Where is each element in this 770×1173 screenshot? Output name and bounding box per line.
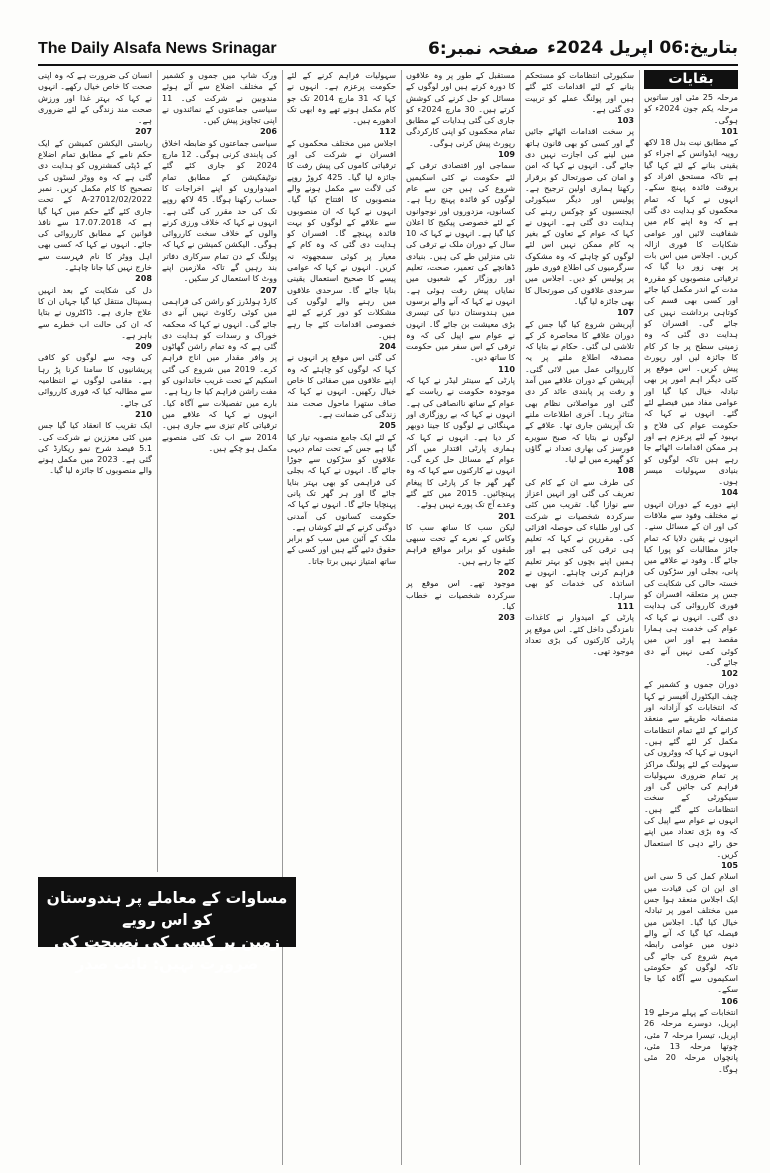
article-number: 103	[617, 115, 634, 126]
column-1	[644, 92, 738, 1165]
article-number: 210	[135, 408, 152, 419]
masthead	[38, 38, 738, 66]
column-4	[287, 70, 396, 1165]
article-number: 111	[617, 600, 634, 611]
article-text: پارٹی کے امیدوار نے کاغذات نامزدگی داخل کئے۔ اس موقع پر پارٹی کارکنوں کی بڑی تعداد موجود تھی۔	[525, 612, 634, 657]
article-number: 107	[617, 307, 634, 318]
column-3	[406, 70, 515, 1165]
article-text: کے لئے ایک جامع منصوبہ تیار کیا گیا ہے جس کے تحت تمام دیہی علاقوں کو سڑکوں سے جوڑا جائے گا۔ انہوں نے کہا کہ بجلی کی فراہمی کو بھی بہتر بنایا جائے گا اور ہر گھر تک پانی پہنچایا جائے گا۔ انہوں نے کہا کہ حکومت کسانوں کی آمدنی دوگنی کرنے کے لئے کوشاں ہے۔	[287, 431, 396, 532]
article-text: انسان کی ضرورت ہے کہ وہ اپنی صحت کا خاص خیال رکھے۔ انہوں نے کہا کہ بہتر غذا اور ورزش صحت مند زندگی کے لئے ضروری ہے۔	[38, 70, 152, 126]
issue-date: بتاریخ:06 اپریل 2024ء	[547, 38, 738, 58]
article-text: سکیورٹی انتظامات کو مستحکم بنانے کے لئے اقدامات کئے گئے ہیں اور پولنگ عملے کو تربیت دی گئی ہے۔	[525, 70, 634, 114]
article-number: 104	[721, 487, 738, 498]
article-text: مستقبل کے طور پر وہ علاقوں کا دورہ کرتے ہیں اور لوگوں کے مسائل کو حل کرنے کی کوشش کرتے ہیں۔ 30 مارچ 2024ء کو جاری کی گئی ہدایات کے مطابق تمام محکموں کو اپنی کارکردگی رپورٹ پیش کرنی ہوگی۔	[406, 70, 515, 148]
article-text: اجلاس میں مختلف محکموں کے افسران نے شرکت کی اور ترقیاتی کاموں کی پیش رفت کا جائزہ لیا گیا۔ 425 کروڑ روپے کی لاگت سے مکمل ہونے والے منصوبوں کا افتتاح کیا گیا۔ انہوں نے کہا کہ ان منصوبوں سے علاقے کے لوگوں کو بہت فائدہ پہنچے گا۔ افسران کو ہدایت دی گئی کہ وہ کام کے معیار پر کوئی سمجھوتہ نہ کریں۔ انہوں نے کہا کہ عوامی پیسے کا صحیح استعمال یقینی بنایا جائے گا۔ سرحدی علاقوں میں رہنے والے لوگوں کی مشکلات کو دور کرنے کے لئے خصوصی اقدامات کئے جا رہے ہیں۔	[287, 137, 396, 340]
article-text: پر سخت اقدامات اٹھائے جائیں گے اور کسی کو بھی قانون ہاتھ میں لینے کی اجازت نہیں دی جائے گی۔ انہوں نے کہا کہ امن و امان کی صورتحال کو برقرار رکھنا ہماری اولین ترجیح ہے۔ پولیس اور دیگر سیکورٹی ایجنسیوں کو چوکس رہنے کی ہدایت دی گئی ہے۔ انہوں نے کہا کہ عوام کے تعاون کے بغیر یہ کام ممکن نہیں اس لئے لوگوں کو چاہئے کہ وہ مشکوک سرگرمیوں کی اطلاع فوری طور پر پولیس کو دیں۔ اجلاس میں سرحدی علاقوں کی صورتحال کا بھی جائزہ لیا گیا۔	[525, 126, 634, 306]
column-rule	[639, 70, 640, 1165]
article-number: 101	[721, 125, 738, 136]
page-number-label: صفحہ نمبر:6	[428, 39, 539, 59]
column-rule	[520, 70, 521, 1165]
article-number: 208	[135, 273, 152, 284]
article-number: 203	[498, 612, 515, 623]
article-text: کی گئی اس موقع پر انہوں نے کہا کہ لوگوں کو چاہئے کہ وہ اپنے علاقوں میں صفائی کا خاص خیال رکھیں۔ انہوں نے کہا کہ صاف ستھرا ماحول صحت مند زندگی کی ضمانت ہے۔	[287, 352, 396, 419]
article-number: 110	[498, 363, 515, 374]
article-number: 202	[498, 567, 515, 578]
article-number: 109	[498, 149, 515, 160]
column-6	[38, 70, 152, 872]
column-rule	[401, 70, 402, 1165]
article-text: لیکن سب کا ساتھ سب کا وکاس کے نعرے کے تحت سبھی طبقوں کو برابر مواقع فراہم کئے جا رہے ہیں۔	[406, 521, 515, 566]
article-text: پارٹی کے سینئر لیڈر نے کہا کہ موجودہ حکومت نے ریاست کے عوام کے ساتھ ناانصافی کی ہے۔ انہوں نے کہا کہ بے روزگاری اور مہنگائی نے لوگوں کا جینا دوبھر کر دیا ہے۔ انہوں نے کہا کہ ہماری پارٹی اقتدار میں آکر عوام کے مسائل حل کرے گی۔ انہوں نے کارکنوں سے کہا کہ وہ گھر گھر جا کر پارٹی کا پیغام پہنچائیں۔ 2015 میں کئے گئے وعدے آج تک پورے نہیں ہوئے۔	[406, 375, 515, 510]
section-title: بقایات	[644, 70, 738, 89]
article-number: 206	[260, 126, 277, 137]
column-rule	[282, 70, 283, 1165]
article-number: 207	[260, 284, 277, 295]
article-text: آپریشن شروع کیا گیا جس کے دوران علاقے کا محاصرہ کر کے تلاشی لی گئی۔ حکام نے بتایا کہ مصدقہ اطلاع ملنے پر یہ کارروائی عمل میں لائی گئی۔ آپریشن کے دوران علاقے میں آمد و رفت پر پابندی عائد کر دی گئی اور مواصلاتی نظام بھی متاثر رہا۔ آخری اطلاعات ملنے تک آپریشن جاری تھا۔ علاقے کے لوگوں نے بتایا کہ صبح سویرے فورسز کی بھاری تعداد نے گاؤں کو گھیرے میں لے لیا۔	[525, 318, 634, 465]
article-text: سہولیات فراہم کرنے کے لئے حکومت پرعزم ہے۔ انہوں نے کہا کہ 31 مارچ 2014 تک جو کام مکمل ہونے تھے وہ ابھی تک ادھورے ہیں۔	[287, 70, 396, 126]
column-2	[525, 70, 634, 1165]
article-text: دوران جموں و کشمیر کے چیف الیکٹورل آفیسر نے کہا کہ انتخابات کو آزادانہ اور منصفانہ طریقے سے منعقد کرانے کے لئے تمام انتظامات مکمل کر لئے گئے ہیں۔ انہوں نے کہا کہ ووٹروں کی سہولت کے لئے پولنگ مراکز پر تمام ضروری سہولیات فراہم کی جائیں گی اور سیکورٹی کے سخت انتظامات کئے گئے ہیں۔ انہوں نے عوام سے اپیل کی کہ وہ بڑی تعداد میں اپنے حق رائے دہی کا استعمال کریں۔	[644, 679, 738, 859]
headline-story	[38, 952, 277, 1165]
article-number: 106	[721, 995, 738, 1006]
article-text: ایک تقریب کا انعقاد کیا گیا جس میں کئی معززین نے شرکت کی۔ 5.1 فیصد شرح نمو ریکارڈ کی گئی ہے۔ 2023 میں مکمل ہونے والے منصوبوں کا جائزہ لیا گیا۔	[38, 420, 152, 476]
article-text: کی طرف سے ان کے کام کی تعریف کی گئی اور انہیں اعزاز سے نوازا گیا۔ تقریب میں کئی سرکردہ شخصیات نے شرکت کی اور طلباء کی حوصلہ افزائی کی۔ مقررین نے کہا کہ تعلیم ہی ترقی کی کنجی ہے اور ہمیں اپنے بچوں کو بہتر تعلیم فراہم کرنی چاہئے۔ انہوں نے اساتذہ کی خدمات کو بھی سراہا۔	[525, 476, 634, 600]
article-text: سماجی اور اقتصادی ترقی کے لئے حکومت نے کئی اسکیمیں شروع کی ہیں جن سے عام لوگوں کو فائدہ پہنچ رہا ہے۔ کسانوں، مزدوروں اور نوجوانوں کے لئے خصوصی پیکیج کا اعلان کیا گیا ہے۔ انہوں نے کہا کہ 10 سال کے دوران ملک نے ترقی کی نئی منزلیں طے کی ہیں۔ بنیادی ڈھانچے کی تعمیر، صحت، تعلیم اور روزگار کے شعبوں میں نمایاں پیش رفت ہوئی ہے۔ انہوں نے کہا کہ آنے والے برسوں میں ہندوستان دنیا کی تیسری بڑی معیشت بن جائے گا۔ انہوں نے عوام سے اپیل کی کہ وہ ترقی کے اس سفر میں حکومت کا ساتھ دیں۔	[406, 160, 515, 363]
article-text: بارے میں تفصیلات سے آگاہ کیا۔ انہوں نے کہا کہ علاقے میں ترقیاتی کام تیزی سے جاری ہیں۔ 2014 سے اب تک کئی منصوبے مکمل ہو چکے ہیں۔	[162, 397, 277, 453]
article-number: 209	[135, 341, 152, 352]
article-number: 105	[721, 860, 738, 871]
headline-line-1: مساوات کے معاملے پر ہندوستان کو اس رویے	[46, 889, 288, 929]
headline-line-2: زمین پر کسی کی نصیحت کی ضرورت نہیں: نائب صدر	[53, 933, 281, 973]
article-text: مرحلہ 25 مئی اور ساتویں مرحلہ یکم جون 2024ء کو ہوگی۔	[644, 92, 738, 125]
article-number: 108	[617, 465, 634, 476]
headline-box	[38, 877, 296, 973]
article-text: کی وجہ سے لوگوں کو کافی پریشانیوں کا سامنا کرنا پڑ رہا ہے۔ مقامی لوگوں نے انتظامیہ سے مطالبہ کیا کہ فوری کارروائی کی جائے۔	[38, 352, 152, 408]
article-number: 102	[721, 668, 738, 679]
article-text: ریاستی الیکشن کمیشن کے ایک حکم نامے کے مطابق تمام اضلاع کے ڈپٹی کمشنروں کو ہدایت دی گئی ہے کہ وہ ووٹر لسٹوں کی تصحیح کا کام مکمل کریں۔ نمبر A-27012/02/2022 کے تحت جاری کئے گئے حکم میں کہا گیا ہے کہ 17.07.2018 سے نافذ قوانین کے مطابق کارروائی کی جائے۔ انہوں نے کہا کہ کسی بھی اہل ووٹر کا نام فہرست سے خارج نہیں کیا جانا چاہئے۔	[38, 137, 152, 273]
article-text: ملک کے آئین میں سب کو برابر حقوق دئیے گئے ہیں اور کسی کے ساتھ امتیاز نہیں برتا جاتا۔	[287, 533, 396, 566]
article-number: 207	[135, 126, 152, 137]
article-text: انتخابات کے پہلے مرحلے 19 اپریل، دوسرے مرحلہ 26 اپریل، تیسرا مرحلہ 7 مئی، چوتھا مرحلہ 13 مئی، پانچواں مرحلہ 20 مئی ہوگا۔	[644, 1007, 738, 1074]
article-text: کے مطابق نیت بدل 18 لاکھ روپیہ ایڈوانس کے اجراء کو یقینی بنانے کے لئے کہا گیا ہے تاکہ مستحق افراد کو بروقت فائدہ پہنچ سکے۔ انہوں نے کہا کہ تمام محکموں کو ہدایت دی گئی ہے کہ وہ اپنے کام میں شفافیت لائیں اور عوامی شکایات کا فوری ازالہ کریں۔ اجلاس میں اس بات پر بھی زور دیا گیا کہ ترقیاتی منصوبوں کو مقررہ مدت کے اندر مکمل کیا جائے اور کسی بھی قسم کی کوتاہی برداشت نہیں کی جائے گی۔ افسران کو ہدایت دی گئی کہ وہ زمینی سطح پر جا کر کام کا جائزہ لیں اور رپورٹ پیش کریں۔ اس موقع پر کئی دیگر اہم امور پر بھی تبادلہ خیال کیا گیا اور عوامی مفاد میں فیصلے لئے گئے۔ انہوں نے کہا کہ حکومت عوام کی فلاح و بہبود کے لئے پرعزم ہے اور ہر ممکن اقدامات اٹھائے جا رہے ہیں تاکہ لوگوں کو بنیادی سہولیات میسر ہوں۔	[644, 137, 738, 487]
article-text: کارڈ ہولڈرز کو راشن کی فراہمی میں کوئی رکاوٹ نہیں آنے دی جائے گی۔ انہوں نے کہا کہ محکمہ خوراک و رسدات کو ہدایت دی گئی ہے کہ وہ تمام راشن گھاٹوں پر وافر مقدار میں اناج فراہم کرے۔ 2019 میں شروع کی گئی اسکیم کے تحت غریب خاندانوں کو مفت راشن فراہم کیا جا رہا ہے۔	[162, 295, 277, 397]
article-text: اپنے دورے کے دوران انہوں نے مختلف وفود سے ملاقات کی اور ان کے مسائل سنے۔ انہوں نے یقین دلایا کہ تمام جائز مطالبات کو پورا کیا جائے گا۔ وفود نے علاقے میں پانی، بجلی اور سڑکوں کی خستہ حالی کی شکایت کی جس پر متعلقہ افسران کو فوری کارروائی کی ہدایت دی گئی۔ انہوں نے کہا کہ عوام کی خدمت ہی ہمارا مقصد ہے اور اس میں کوئی کمی نہیں آنے دی جائے گی۔	[644, 498, 738, 667]
article-text: ورک شاپ میں جموں و کشمیر کے مختلف اضلاع سے آئے ہوئے مندوبین نے شرکت کی۔ 11 سیاسی جماعتوں کے نمائندوں نے اپنی تجاویز پیش کیں۔	[162, 70, 277, 126]
article-text: اسلام کمل کی 5 سی اس ای این ان کی قیادت میں ایک اجلاس منعقد ہوا جس میں مختلف امور پر تبادلہ خیال کیا گیا۔ اجلاس میں فیصلہ کیا گیا کہ آنے والے دنوں میں عوامی رابطہ مہم شروع کی جائے گی تاکہ لوگوں کو حکومتی اسکیموں سے آگاہ کیا جا سکے۔	[644, 871, 738, 995]
article-text: دل کی شکایت کے بعد انہیں ہسپتال منتقل کیا گیا جہاں ان کا علاج جاری ہے۔ ڈاکٹروں نے بتایا کہ ان کی حالت اب خطرے سے باہر ہے۔	[38, 284, 152, 340]
column-5	[162, 70, 277, 872]
article-text: موجود تھے۔ اس موقع پر سرکردہ شخصیات نے خطاب کیا۔	[406, 578, 515, 611]
article-number: 205	[379, 420, 396, 431]
column-rule	[157, 70, 158, 872]
article-number: 204	[379, 341, 396, 352]
article-number: 201	[498, 510, 515, 521]
article-number: 112	[379, 126, 396, 137]
article-text: سیاسی جماعتوں کو ضابطہ اخلاق کی پابندی کرنی ہوگی۔ 12 مارچ 2024 کو جاری کئے گئے نوٹیفکیشن کے مطابق تمام امیدواروں کو اپنے اخراجات کا حساب رکھنا ہوگا۔ 45 لاکھ روپے تک کی حد مقرر کی گئی ہے۔ انہوں نے کہا کہ خلاف ورزی کرنے والوں کے خلاف سخت کارروائی ہوگی۔ الیکشن کمیشن نے کہا کہ پولنگ کے دن تمام سرکاری دفاتر بند رہیں گے تاکہ ملازمین اپنے ووٹ کا استعمال کر سکیں۔	[162, 137, 277, 284]
paper-name: The Daily Alsafa News Srinagar	[38, 40, 277, 57]
